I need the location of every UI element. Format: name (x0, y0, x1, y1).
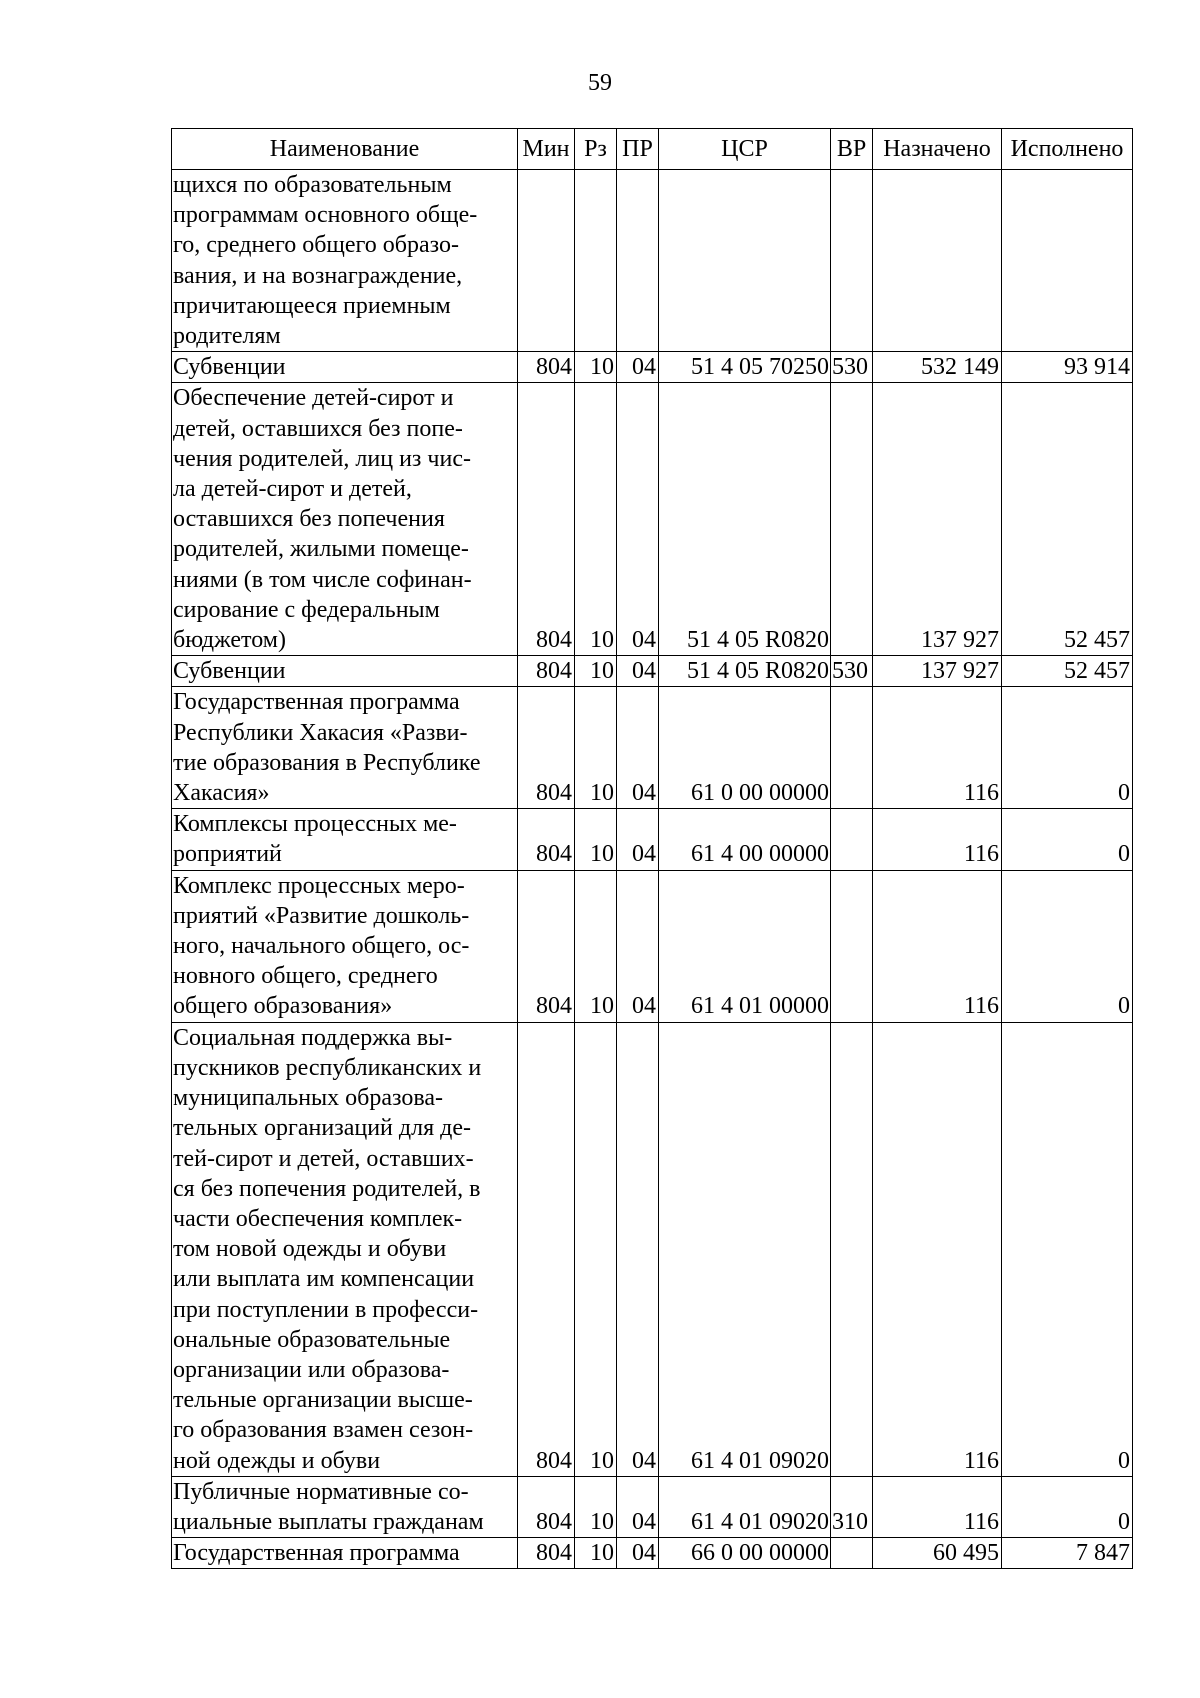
header-vr: ВР (831, 129, 873, 170)
cell-vr (831, 870, 873, 1022)
cell-executed: 52 457 (1002, 656, 1133, 687)
cell-csr: 61 4 01 00000 (659, 870, 831, 1022)
header-rz: Рз (575, 129, 617, 170)
cell-name: Публичные нормативные со- циальные выплаты гражданам (172, 1476, 518, 1537)
table-row (172, 870, 1133, 1022)
table-row (172, 170, 1133, 352)
cell-min: 804 (518, 383, 575, 656)
header-executed: Исполнено (1002, 129, 1133, 170)
cell-name: Социальная поддержка вы- пускников республиканских и муниципальных образова- тельных организаций для де- тей-сирот и детей, оставших- ся без попечения родителей, в части обеспечения комплек- том новой одежды и обуви или выплата им компенсации при поступлении в професси- ональные образовательные организации или образова- тельные организации высше- го образования взамен сезон- ной одежды и обуви (172, 1022, 518, 1476)
cell-rz: 10 (575, 656, 617, 687)
cell-vr (831, 809, 873, 870)
cell-min: 804 (518, 870, 575, 1022)
cell-name: Государственная программа Республики Хакасия «Разви- тие образования в Республике Хакасия» (172, 687, 518, 809)
cell-csr (659, 170, 831, 352)
table-row (172, 1022, 1133, 1476)
cell-csr: 51 4 05 R0820 (659, 383, 831, 656)
table-row (172, 687, 1133, 809)
page-number: 59 (588, 70, 612, 96)
cell-executed (1002, 170, 1133, 352)
table-row (172, 1476, 1133, 1537)
table-row (172, 383, 1133, 656)
cell-executed: 0 (1002, 1476, 1133, 1537)
cell-csr: 61 4 00 00000 (659, 809, 831, 870)
cell-name: Субвенции (172, 352, 518, 383)
cell-csr: 61 0 00 00000 (659, 687, 831, 809)
cell-min: 804 (518, 687, 575, 809)
cell-assigned: 116 (873, 687, 1002, 809)
cell-vr (831, 170, 873, 352)
cell-rz: 10 (575, 687, 617, 809)
cell-assigned: 116 (873, 809, 1002, 870)
cell-assigned: 532 149 (873, 352, 1002, 383)
cell-name: Комплексы процессных ме- роприятий (172, 809, 518, 870)
cell-executed: 0 (1002, 870, 1133, 1022)
cell-min: 804 (518, 1538, 575, 1569)
cell-name: Обеспечение детей-сирот и детей, оставшихся без попе- чения родителей, лиц из чис- ла детей-сирот и детей, оставшихся без попечения родителей, жилыми помеще- ниями (в том числе софинан- сирование с федеральным бюджетом) (172, 383, 518, 656)
table-body (172, 170, 1133, 1569)
cell-pr (617, 170, 659, 352)
cell-min: 804 (518, 656, 575, 687)
cell-rz: 10 (575, 870, 617, 1022)
cell-name: Государственная программа (172, 1538, 518, 1569)
budget-table (171, 128, 1133, 1569)
cell-vr: 530 (831, 656, 873, 687)
cell-min: 804 (518, 1476, 575, 1537)
cell-rz (575, 170, 617, 352)
cell-executed: 7 847 (1002, 1538, 1133, 1569)
table-row (172, 809, 1133, 870)
cell-rz: 10 (575, 1538, 617, 1569)
cell-rz: 10 (575, 352, 617, 383)
header-pr: ПР (617, 129, 659, 170)
cell-assigned (873, 170, 1002, 352)
cell-assigned: 116 (873, 870, 1002, 1022)
cell-csr: 51 4 05 R0820 (659, 656, 831, 687)
cell-name: Субвенции (172, 656, 518, 687)
cell-executed: 52 457 (1002, 383, 1133, 656)
cell-min (518, 170, 575, 352)
cell-csr: 66 0 00 00000 (659, 1538, 831, 1569)
cell-rz: 10 (575, 383, 617, 656)
cell-pr: 04 (617, 687, 659, 809)
cell-assigned: 60 495 (873, 1538, 1002, 1569)
cell-rz: 10 (575, 1022, 617, 1476)
cell-vr (831, 383, 873, 656)
cell-executed: 93 914 (1002, 352, 1133, 383)
cell-min: 804 (518, 1022, 575, 1476)
cell-pr: 04 (617, 870, 659, 1022)
cell-pr: 04 (617, 1022, 659, 1476)
cell-rz: 10 (575, 809, 617, 870)
header-min: Мин (518, 129, 575, 170)
cell-csr: 61 4 01 09020 (659, 1476, 831, 1537)
cell-assigned: 116 (873, 1022, 1002, 1476)
cell-pr: 04 (617, 352, 659, 383)
cell-rz: 10 (575, 1476, 617, 1537)
header-name: Наименование (172, 129, 518, 170)
cell-name: щихся по образовательным программам основного обще- го, среднего общего образо- вания, и на вознаграждение, причитающееся приемным родителям (172, 170, 518, 352)
cell-name: Комплекс процессных меро- приятий «Развитие дошколь- ного, начального общего, ос- новного общего, среднего общего образования» (172, 870, 518, 1022)
header-csr: ЦСР (659, 129, 831, 170)
table-row (172, 656, 1133, 687)
cell-vr (831, 687, 873, 809)
cell-csr: 61 4 01 09020 (659, 1022, 831, 1476)
cell-min: 804 (518, 809, 575, 870)
table-header-row (172, 129, 1133, 170)
cell-pr: 04 (617, 1538, 659, 1569)
cell-vr: 530 (831, 352, 873, 383)
cell-csr: 51 4 05 70250 (659, 352, 831, 383)
cell-executed: 0 (1002, 809, 1133, 870)
cell-vr (831, 1538, 873, 1569)
table-row (172, 1538, 1133, 1569)
cell-pr: 04 (617, 1476, 659, 1537)
cell-min: 804 (518, 352, 575, 383)
cell-assigned: 137 927 (873, 656, 1002, 687)
cell-executed: 0 (1002, 1022, 1133, 1476)
cell-executed: 0 (1002, 687, 1133, 809)
cell-assigned: 116 (873, 1476, 1002, 1537)
table-row (172, 352, 1133, 383)
cell-pr: 04 (617, 656, 659, 687)
cell-vr: 310 (831, 1476, 873, 1537)
cell-pr: 04 (617, 809, 659, 870)
cell-pr: 04 (617, 383, 659, 656)
cell-vr (831, 1022, 873, 1476)
cell-assigned: 137 927 (873, 383, 1002, 656)
header-assigned: Назначено (873, 129, 1002, 170)
